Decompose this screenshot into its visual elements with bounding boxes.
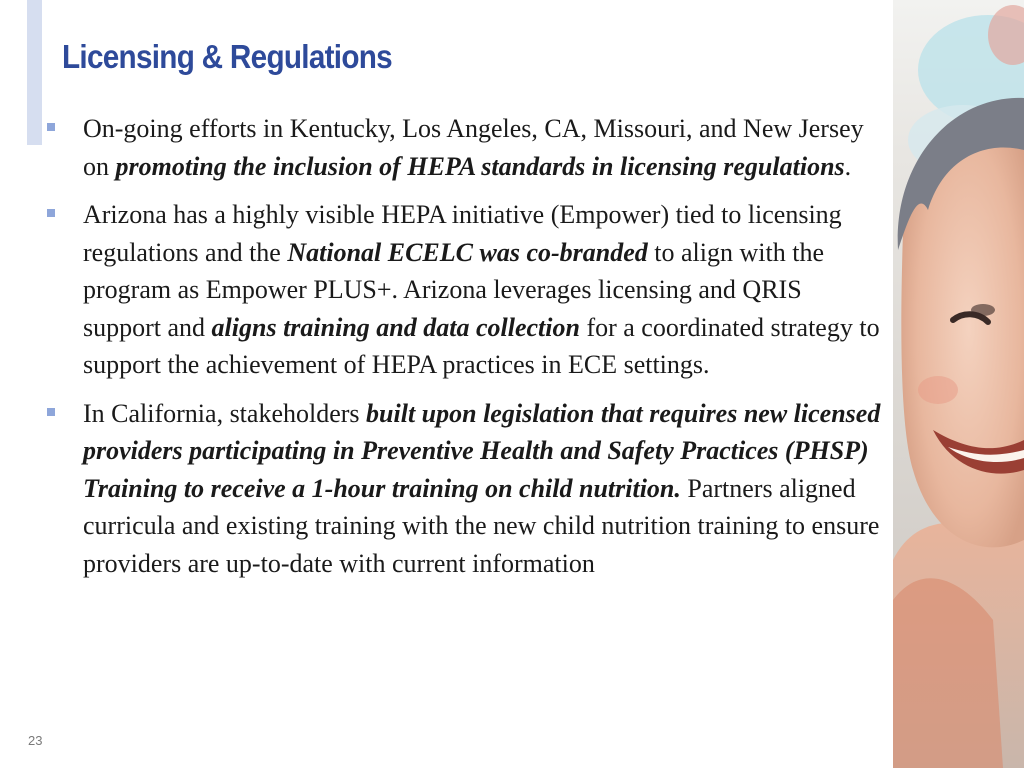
bullet-text: for a coordinated strategy to support the achievement of HEPA practices in ECE settings.: [83, 312, 880, 379]
slide-title: Licensing & Regulations: [62, 38, 392, 75]
bullet-text: On-going efforts in Kentucky, Los Angeles, CA, Missouri, and New Jersey on: [83, 114, 864, 181]
bullet-item: [44, 110, 884, 185]
bullet-list: [44, 110, 884, 593]
bullet-text: Partners aligned curricula and existing training with the new child nutrition training to ensure providers are up-to-date with current information: [83, 473, 880, 578]
emphasized-text: built upon legislation that requires new licensed providers participating in Preventive Health and Safety Practices (PHSP) Training to receive a 1-hour training on child nutrition.: [83, 398, 881, 503]
accent-bar: [27, 0, 42, 145]
child-photo: [893, 0, 1024, 768]
bullet-text: In California, stakeholders: [83, 398, 367, 428]
bullet-text: Arizona has a highly visible HEPA initiative (Empower) tied to licensing regulations and the: [83, 200, 842, 267]
bullet-item: [44, 196, 884, 384]
bullet-text: .: [844, 151, 852, 181]
bullet-marker-icon: [47, 209, 55, 217]
bullet-marker-icon: [47, 123, 55, 131]
bullet-text: to align with the program as Empower PLUS+. Arizona leverages licensing and QRIS support and: [83, 237, 824, 342]
emphasized-text: aligns training and data collection: [211, 312, 580, 342]
page-number: 23: [28, 733, 43, 748]
emphasized-text: promoting the inclusion of HEPA standards in licensing regulations: [115, 151, 845, 181]
emphasized-text: National ECELC was co-branded: [287, 237, 648, 267]
bullet-marker-icon: [47, 408, 55, 416]
bullet-item: [44, 395, 884, 583]
